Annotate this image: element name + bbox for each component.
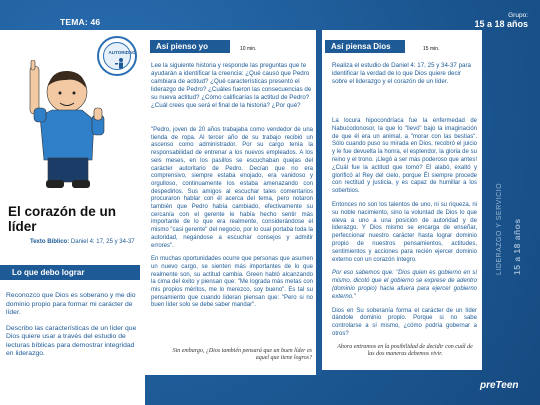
logro-heading: Lo que debo lograr [0,265,140,280]
texto-biblico-label: Texto Bíblico: [30,239,70,245]
right-paragraph: Entonces no son los talentos de uno, ni su riqueza, ni su noble nacimiento, sino la voluntad de Dios lo que eleva a uno a una posición de autoridad y de liderazgo. Y Dios mismo se encarga de enseñar, perfeccionar nuestro carácter hasta lograr dominio propio de nuestros pensamientos, actitudes, sentimientos y acciones para recién ejercer dominio externo con un corazón íntegro. [332,201,477,263]
logro-paragraph: Describo las características de un líder que Dios quiere usar a través del estudio de lecturas bíblicas para demostrar integridad en liderazgo. [6,324,137,357]
person-icon [114,57,128,71]
right-quote: Ahora entramos en la posibilidad de decidir con cuál de las dos maneras debemos vivir. [337,344,473,357]
right-paragraph: Por eso sabemos que: "Dios quien es gobierno en sí mismo, dicotó que el gobierno se exprese de adentro (dominio propio) hacia afuera para ejercer gobierno externo." [332,270,477,300]
grupo-value: 15 a 18 años [474,19,528,29]
right-paragraph: La locura hipocondríaca fue la enfermedad de Nabucodonosor, la que lo "llevó" bajo la imaginación de que él era un animal, a "morar con las bestias". Sólo cuando puso su mirada en Dios, recobró el juicio y le fue devuelta la honra, el esplendor, la gloria de su reino y el trono. ¡Llegó a ser más poderoso que antes! ¿Cuál fue la actitud que tomó? El alabó, exaltó y glorificó al Rey del cielo, porque Él siempre procede con rectitud y justicia, y es capaz de humillar a los soberbios. [332,118,477,195]
texto-biblico-ref: Daniel 4: 17, 25 y 34-37 [70,239,135,245]
side-vertical-labels [488,125,534,285]
brand-name: preTeen [480,380,519,391]
logro-body [6,292,140,366]
middle-quote: Sin embargo, ¿Dios también pensará que un buen líder es aquel que tiene logros? [172,348,312,361]
middle-intro: Lee la siguiente historia y responde las preguntas que te ayudarán a identificar la creencia: ¿Qué causó que Pedro cambiara de actitud? ¿Qué características presentó el liderazgo de Pedro? ¿Cuáles fueron las consecuencias de su nueva actitud? ¿Cómo calificarías la actitud de Pedro? ¿Cuál crees que será el final de la historia? ¿Por qué? [151,62,312,109]
side-age: 15 a 18 años [512,218,522,275]
side-label: LIDERAZGO Y SERVICIO [496,182,503,275]
story-paragraph: En muchas oportunidades ocurre que personas que asumen un nuevo cargo, se sienten más importantes de lo que realmente son, su actitud cambia. Green habló alcanzando la cima del éxito y piensan que: "Me lograda más metas con mis propios méritos, me lo merezco, soy bueno". Es tal su pensamiento que cuando lideran piensan que: "Pero si no buen líder solo se debe saber mandar". [151,256,313,309]
preteen-logo [480,380,519,391]
logro-paragraph: Reconozco que Dios es soberano y me dio dominio propio para formar mi carácter de líder. [6,292,136,316]
asi-pienso-yo-heading: Así pienso yo [150,40,230,53]
grupo-label: Grupo: [508,12,528,19]
right-intro: Realiza el estudio de Daniel 4: 17, 25 y 34-37 para identificar la verdad de lo que Dios quiere decir sobre el liderazgo y el corazón de un líder. [332,62,471,85]
middle-time: 10 min. [240,46,257,52]
badge-label: AUTORIDAD [108,50,136,55]
grupo-info [474,12,528,29]
tema-label: TEMA: 46 [60,17,101,27]
texto-biblico [30,238,142,246]
right-body [332,118,477,345]
page-title: El corazón de un líder [8,204,117,234]
story-paragraph: "Pedro, joven de 20 años trabajaba como vendedor de una tienda de ropa. Al tercer año de su trabajo recibió un ascenso como administrador. Por su cargo tenía la responsabilidad de entrenar a los nuevos empleados. A los seis meses, en los pasillos se escuchaban quejas del carácter autoritario de Pedro. Decían que no era comprensivo, siempre estaba enojado, era vanidoso y orgulloso, continuamente los estaba amenazando con despedirlos. Sus amigos al escuchar tales comentarios procuraron hablar con él acerca del tema, pero notaron también que Pedro había cambiado, efectivamente su cercanía con el gerente le había hecho sentir más importante de lo que era realmente, considerándose el mismo "casi gerente" del negocio, por lo cual portaba toda la autoridad, negándose a escuchar consejos y admitir errores". [151,127,313,249]
right-time: 15 min. [423,46,440,52]
right-paragraph: Dios en Su soberanía forma el carácter de un líder dándole dominio propio. Porque si no sabe controlarse a sí mismo, ¿cómo podría gobernar a otros? [332,307,477,337]
boy-pointing-illustration [22,60,112,190]
middle-story [151,127,313,316]
asi-piensa-dios-heading: Así piensa Dios [325,40,405,53]
